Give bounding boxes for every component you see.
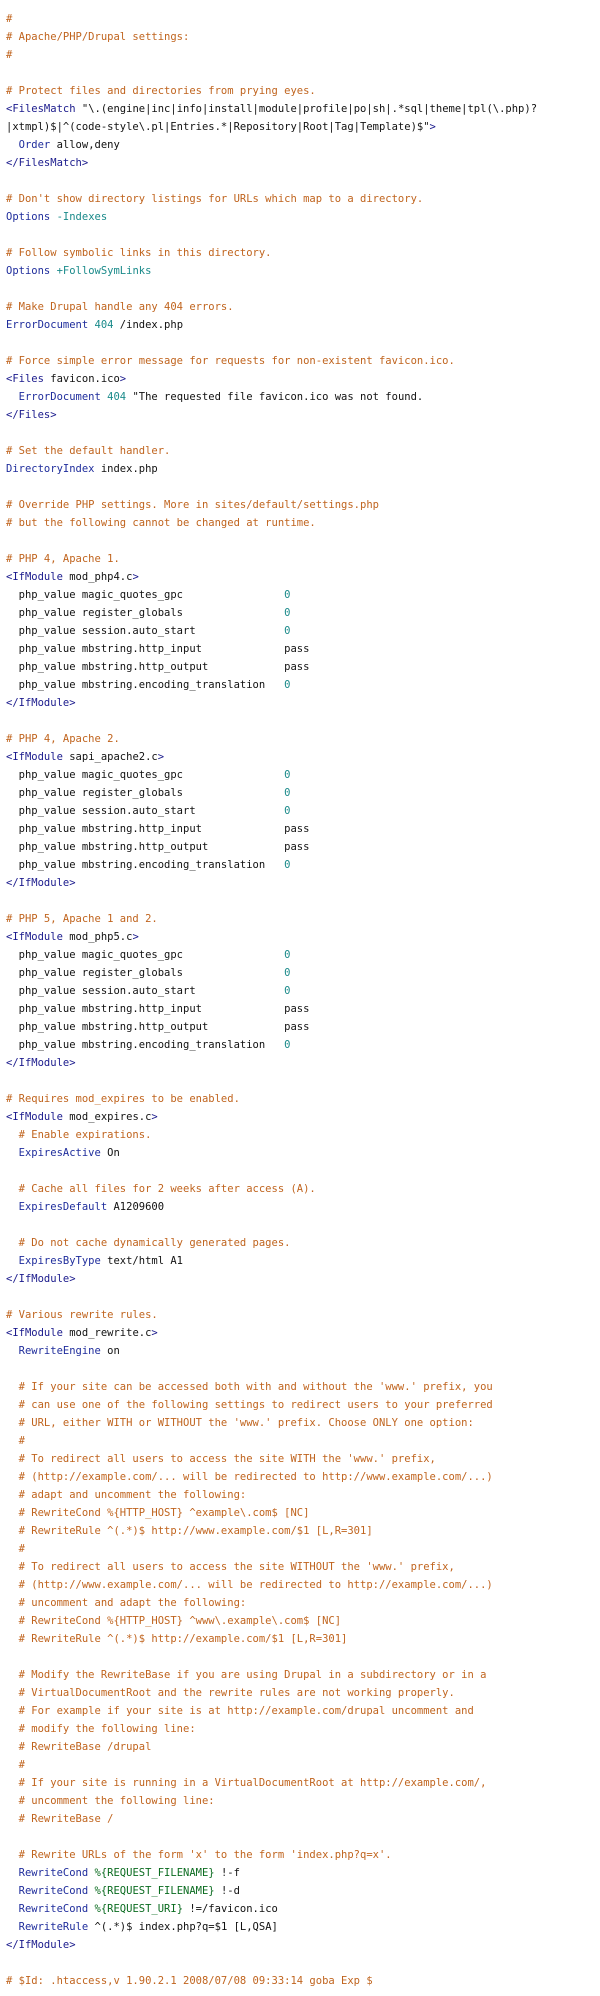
code-token: # modify the following line: xyxy=(6,1723,196,1735)
code-token: # Make Drupal handle any 404 errors. xyxy=(6,301,234,313)
code-token: 0 xyxy=(284,967,291,979)
code-token: # Protect files and directories from prying eyes. xyxy=(6,85,316,97)
code-token: php_value mbstring.encoding_translation xyxy=(6,859,285,871)
code-token: php_value mbstring.http_input pass xyxy=(6,823,310,835)
code-line-comment xyxy=(6,1504,600,1522)
code-line-value xyxy=(6,802,600,820)
code-token: /index.php xyxy=(113,319,184,331)
code-token: 0 xyxy=(284,679,291,691)
code-token: > xyxy=(157,751,165,763)
code-token: # PHP 5, Apache 1 and 2. xyxy=(6,913,158,925)
code-token: > xyxy=(132,931,139,943)
code-line-comment xyxy=(6,298,600,316)
code-token: # URL, either WITH or WITHOUT the 'www.' prefix. Choose ONLY one option: xyxy=(6,1417,474,1429)
code-token: # Follow symbolic links in this directory. xyxy=(6,247,272,259)
code-token: # RewriteRule ^(.*)$ http://example.com/$1 [L,R=301] xyxy=(6,1633,348,1645)
code-line-directive xyxy=(6,316,600,334)
code-token: # RewriteBase / xyxy=(6,1813,114,1825)
code-line-tag xyxy=(6,406,600,424)
code-line-comment xyxy=(6,352,600,370)
code-line-directive xyxy=(6,388,600,406)
code-line-comment xyxy=(6,496,600,514)
code-token: !-d xyxy=(214,1885,240,1897)
code-token: # Don't show directory listings for URLs which map to a directory. xyxy=(6,193,424,205)
code-token: php_value register_globals xyxy=(6,607,285,619)
code-token: # To redirect all users to access the site WITHOUT the 'www.' prefix, xyxy=(6,1561,455,1573)
code-token: # can use one of the following settings to redirect users to your preferred xyxy=(6,1399,493,1411)
code-line-value xyxy=(6,1036,600,1054)
code-token: # Do not cache dynamically generated pages. xyxy=(6,1237,291,1249)
code-token: # uncomment and adapt the following: xyxy=(6,1597,247,1609)
code-token: Options xyxy=(6,211,51,223)
code-token: allow,deny xyxy=(50,139,120,151)
code-line-blank xyxy=(6,1828,600,1846)
code-line-comment xyxy=(6,1540,600,1558)
code-line-directive xyxy=(6,136,600,154)
code-token: # xyxy=(6,1759,25,1771)
code-token: %{REQUEST_FILENAME} xyxy=(88,1867,215,1879)
code-token: favicon.ico xyxy=(43,373,120,385)
code-token: <IfModule xyxy=(6,931,63,943)
code-line-directive xyxy=(6,208,600,226)
code-token: # Requires mod_expires to be enabled. xyxy=(6,1093,240,1105)
code-line-comment xyxy=(6,1972,600,1990)
code-line-comment xyxy=(6,1306,600,1324)
code-line-blank xyxy=(6,1288,600,1306)
code-token: # Override PHP settings. More in sites/default/settings.php xyxy=(6,499,379,511)
code-line-comment xyxy=(6,10,600,28)
code-line-comment xyxy=(6,1450,600,1468)
code-token: 404 xyxy=(88,319,114,331)
code-line-blank xyxy=(6,1216,600,1234)
code-token: 0 xyxy=(284,805,291,817)
code-token: |xtmpl)$|^(code-style\.pl|Entries.*|Repository|Root|Tag|Template)$" xyxy=(6,121,430,133)
code-token: </Files> xyxy=(6,409,57,421)
code-line-value xyxy=(6,964,600,982)
code-token: mod_php4.c xyxy=(62,571,133,583)
code-token: ErrorDocument xyxy=(6,319,89,331)
code-line-directive xyxy=(6,1864,600,1882)
code-line-value xyxy=(6,118,600,136)
code-token: php_value mbstring.encoding_translation xyxy=(6,679,285,691)
code-line-blank xyxy=(6,892,600,910)
code-line-comment xyxy=(6,1126,600,1144)
code-line-blank xyxy=(6,712,600,730)
code-line-tag xyxy=(6,748,600,766)
code-line-comment xyxy=(6,1738,600,1756)
code-token: > xyxy=(119,373,127,385)
code-line-directive xyxy=(6,1918,600,1936)
code-line-blank xyxy=(6,172,600,190)
code-token: 0 xyxy=(284,1039,291,1051)
code-line-comment xyxy=(6,244,600,262)
code-token: RewriteCond xyxy=(6,1903,89,1915)
code-line-comment xyxy=(6,82,600,100)
code-line-value xyxy=(6,820,600,838)
code-token: php_value register_globals xyxy=(6,967,285,979)
code-token: RewriteCond xyxy=(6,1885,89,1897)
code-line-blank xyxy=(6,424,600,442)
code-line-comment xyxy=(6,1180,600,1198)
code-token: "\.(engine|inc|info|install|module|profile|po|sh|.*sql|theme|tpl(\.php)? xyxy=(75,103,538,115)
code-token: # $Id: .htaccess,v 1.90.2.1 2008/07/08 09:33:14 goba Exp $ xyxy=(6,1975,373,1987)
code-line-comment xyxy=(6,1234,600,1252)
code-line-blank xyxy=(6,1648,600,1666)
code-line-tag xyxy=(6,694,600,712)
code-token: RewriteCond xyxy=(6,1867,89,1879)
code-line-comment xyxy=(6,1684,600,1702)
code-line-comment xyxy=(6,46,600,64)
code-token: php_value mbstring.http_output pass xyxy=(6,841,310,853)
code-token: # To redirect all users to access the site WITH the 'www.' prefix, xyxy=(6,1453,436,1465)
code-token: # xyxy=(6,49,13,61)
code-token: on xyxy=(100,1345,120,1357)
code-line-value xyxy=(6,676,600,694)
code-line-comment xyxy=(6,910,600,928)
code-token: !=/favicon.ico xyxy=(183,1903,278,1915)
code-line-blank xyxy=(6,532,600,550)
code-line-comment xyxy=(6,1594,600,1612)
code-token: # If your site can be accessed both with and without the 'www.' prefix, you xyxy=(6,1381,493,1393)
code-token: php_value session.auto_start xyxy=(6,805,285,817)
code-line-directive xyxy=(6,1252,600,1270)
code-line-value xyxy=(6,766,600,784)
code-token: 0 xyxy=(284,607,291,619)
code-line-comment xyxy=(6,1522,600,1540)
code-line-blank xyxy=(6,478,600,496)
code-token: php_value register_globals xyxy=(6,787,285,799)
code-token: # Apache/PHP/Drupal settings: xyxy=(6,31,190,43)
code-token: # (http://www.example.com/... will be redirected to http://example.com/...) xyxy=(6,1579,493,1591)
code-line-comment xyxy=(6,1666,600,1684)
code-line-blank xyxy=(6,226,600,244)
code-line-blank xyxy=(6,1072,600,1090)
code-token: </IfModule> xyxy=(6,1939,76,1951)
code-line-value xyxy=(6,658,600,676)
code-token: <IfModule xyxy=(6,1111,63,1123)
code-token: index.php xyxy=(94,463,158,475)
code-line-comment xyxy=(6,1576,600,1594)
code-line-directive xyxy=(6,1882,600,1900)
code-line-directive xyxy=(6,1900,600,1918)
code-token: ExpiresDefault xyxy=(6,1201,108,1213)
code-token: <FilesMatch xyxy=(6,103,76,115)
code-token: # RewriteBase /drupal xyxy=(6,1741,152,1753)
code-token: # Various rewrite rules. xyxy=(6,1309,158,1321)
code-token: # PHP 4, Apache 2. xyxy=(6,733,120,745)
code-token: Order xyxy=(6,139,51,151)
code-token: # RewriteRule ^(.*)$ http://www.example.com/$1 [L,R=301] xyxy=(6,1525,373,1537)
code-line-value xyxy=(6,1000,600,1018)
code-token: > xyxy=(429,121,436,133)
code-token: mod_php5.c xyxy=(62,931,133,943)
code-token: # Enable expirations. xyxy=(6,1129,152,1141)
code-line-value xyxy=(6,586,600,604)
code-token: -Indexes xyxy=(50,211,108,223)
code-token: # Cache all files for 2 weeks after access (A). xyxy=(6,1183,316,1195)
code-token: DirectoryIndex xyxy=(6,463,95,475)
code-line-tag xyxy=(6,1936,600,1954)
code-token: # VirtualDocumentRoot and the rewrite rules are not working properly. xyxy=(6,1687,455,1699)
code-token: 0 xyxy=(284,787,291,799)
code-token: Options xyxy=(6,265,51,277)
code-token: sapi_apache2.c xyxy=(62,751,158,763)
code-line-tag xyxy=(6,1108,600,1126)
code-line-comment xyxy=(6,1396,600,1414)
code-token: <IfModule xyxy=(6,751,63,763)
code-line-tag xyxy=(6,1054,600,1072)
code-token: > xyxy=(151,1327,158,1339)
code-line-value xyxy=(6,784,600,802)
code-token: text/html A1 xyxy=(100,1255,184,1267)
code-token: # Modify the RewriteBase if you are using Drupal in a subdirectory or in a xyxy=(6,1669,487,1681)
code-line-value xyxy=(6,640,600,658)
code-token: # but the following cannot be changed at runtime. xyxy=(6,517,316,529)
code-line-comment xyxy=(6,514,600,532)
code-token: # xyxy=(6,1435,25,1447)
code-token: RewriteRule xyxy=(6,1921,89,1933)
code-token: # Set the default handler. xyxy=(6,445,171,457)
code-line-comment xyxy=(6,1378,600,1396)
code-token: 0 xyxy=(284,769,291,781)
code-token: php_value magic_quotes_gpc xyxy=(6,769,285,781)
code-token: ^(.*)$ index.php?q=$1 [L,QSA] xyxy=(88,1921,278,1933)
code-token: 404 xyxy=(100,391,127,403)
code-line-comment xyxy=(6,1774,600,1792)
code-line-comment xyxy=(6,1630,600,1648)
code-token: # RewriteCond %{HTTP_HOST} ^www\.example\.com$ [NC] xyxy=(6,1615,342,1627)
code-line-directive xyxy=(6,460,600,478)
code-line-comment xyxy=(6,1090,600,1108)
code-line-blank xyxy=(6,64,600,82)
code-token: > xyxy=(132,571,139,583)
code-line-comment xyxy=(6,1432,600,1450)
code-token: </IfModule> xyxy=(6,697,76,709)
code-line-comment xyxy=(6,1756,600,1774)
code-token: +FollowSymLinks xyxy=(50,265,152,277)
code-line-directive xyxy=(6,1198,600,1216)
code-token: # uncomment the following line: xyxy=(6,1795,215,1807)
code-line-tag xyxy=(6,154,600,172)
code-line-blank xyxy=(6,1360,600,1378)
code-token: RewriteEngine xyxy=(6,1345,101,1357)
code-line-value xyxy=(6,604,600,622)
code-token: A1209600 xyxy=(107,1201,165,1213)
code-token: php_value magic_quotes_gpc xyxy=(6,589,285,601)
code-line-blank xyxy=(6,280,600,298)
code-line-comment xyxy=(6,1468,600,1486)
code-token: # Force simple error message for requests for non-existent favicon.ico. xyxy=(6,355,455,367)
code-token: "The requested file favicon.ico was not found. xyxy=(126,391,424,403)
code-token: # PHP 4, Apache 1. xyxy=(6,553,120,565)
code-line-comment xyxy=(6,730,600,748)
code-token: %{REQUEST_FILENAME} xyxy=(88,1885,215,1897)
code-token: mod_expires.c xyxy=(62,1111,152,1123)
code-token: 0 xyxy=(284,949,291,961)
code-token: On xyxy=(100,1147,120,1159)
code-token: 0 xyxy=(284,589,291,601)
code-token: # If your site is running in a VirtualDocumentRoot at http://example.com/, xyxy=(6,1777,487,1789)
code-token: php_value mbstring.http_input pass xyxy=(6,1003,310,1015)
code-line-blank xyxy=(6,1162,600,1180)
code-token: php_value mbstring.http_output pass xyxy=(6,1021,310,1033)
code-line-tag xyxy=(6,928,600,946)
code-line-comment xyxy=(6,550,600,568)
code-token: # For example if your site is at http://example.com/drupal uncomment and xyxy=(6,1705,474,1717)
code-token: <IfModule xyxy=(6,1327,63,1339)
code-token: php_value session.auto_start xyxy=(6,625,285,637)
code-token: ExpiresByType xyxy=(6,1255,101,1267)
code-line-blank xyxy=(6,334,600,352)
code-line-comment xyxy=(6,28,600,46)
code-token: php_value mbstring.http_input pass xyxy=(6,643,310,655)
code-line-value xyxy=(6,946,600,964)
code-token: # adapt and uncomment the following: xyxy=(6,1489,247,1501)
code-token: php_value session.auto_start xyxy=(6,985,285,997)
code-token: # xyxy=(6,13,13,25)
code-line-tag xyxy=(6,568,600,586)
code-token: ErrorDocument xyxy=(6,391,101,403)
code-line-comment xyxy=(6,1702,600,1720)
code-line-comment xyxy=(6,1810,600,1828)
code-token: %{REQUEST_URI} xyxy=(88,1903,184,1915)
code-token: # (http://example.com/... will be redirected to http://www.example.com/...) xyxy=(6,1471,493,1483)
code-line-value xyxy=(6,982,600,1000)
code-line-comment xyxy=(6,1612,600,1630)
code-line-directive xyxy=(6,1144,600,1162)
code-token: </IfModule> xyxy=(6,877,76,889)
code-line-tag xyxy=(6,100,600,118)
code-token: </IfModule> xyxy=(6,1273,76,1285)
code-line-comment xyxy=(6,1720,600,1738)
code-line-tag xyxy=(6,370,600,388)
code-line-value xyxy=(6,838,600,856)
code-line-value xyxy=(6,1018,600,1036)
code-line-comment xyxy=(6,190,600,208)
code-line-comment xyxy=(6,1414,600,1432)
code-line-directive xyxy=(6,1342,600,1360)
code-token: </IfModule> xyxy=(6,1057,76,1069)
code-line-comment xyxy=(6,1846,600,1864)
code-token: > xyxy=(151,1111,158,1123)
code-line-comment xyxy=(6,442,600,460)
code-token: # xyxy=(6,1543,25,1555)
code-line-comment xyxy=(6,1558,600,1576)
code-token: # RewriteCond %{HTTP_HOST} ^example\.com$ [NC] xyxy=(6,1507,310,1519)
code-token: </FilesMatch> xyxy=(6,157,89,169)
code-token: 0 xyxy=(284,859,291,871)
code-line-comment xyxy=(6,1792,600,1810)
code-line-value xyxy=(6,622,600,640)
code-token: php_value mbstring.http_output pass xyxy=(6,661,310,673)
code-token: ExpiresActive xyxy=(6,1147,101,1159)
code-token: !-f xyxy=(214,1867,240,1879)
code-line-tag xyxy=(6,1270,600,1288)
code-token: # Rewrite URLs of the form 'x' to the form 'index.php?q=x'. xyxy=(6,1849,392,1861)
code-token: <Files xyxy=(6,373,44,385)
code-line-tag xyxy=(6,874,600,892)
code-token: php_value magic_quotes_gpc xyxy=(6,949,285,961)
code-line-comment xyxy=(6,1486,600,1504)
code-token: 0 xyxy=(284,625,291,637)
code-line-tag xyxy=(6,1324,600,1342)
code-token: 0 xyxy=(284,985,291,997)
code-token: php_value mbstring.encoding_translation xyxy=(6,1039,285,1051)
code-line-directive xyxy=(6,262,600,280)
code-token: mod_rewrite.c xyxy=(62,1327,152,1339)
code-line-blank xyxy=(6,1954,600,1972)
code-token: <IfModule xyxy=(6,571,63,583)
code-line-value xyxy=(6,856,600,874)
